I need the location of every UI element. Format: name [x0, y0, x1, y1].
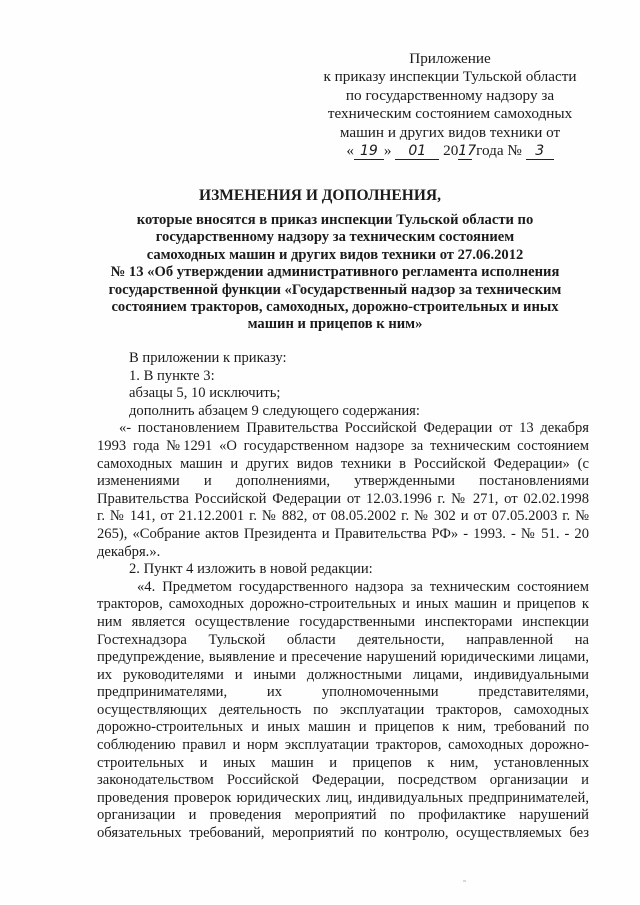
document-subtitle	[95, 212, 575, 334]
item-1-text: дополнить абзацем 9 следующего содержания:	[129, 402, 420, 419]
item-4-line: «4. Предметом государственного надзора за техническим состоянием	[137, 578, 589, 595]
subtitle-line: № 13 «Об утверждении административного регламента исполнения	[110, 264, 560, 281]
item-4-line: тракторов, самоходных дорожно-строительных и иных машин и прицепов к	[97, 596, 589, 613]
subtitle-line: самоходных машин и других видов техники от 27.06.2012	[146, 246, 524, 263]
subtitle-line: государственной функции «Государственный надзор за техническим	[108, 281, 562, 298]
item-4-line: строительных и иных машин и прицепов к ним, установленных	[97, 754, 589, 771]
item-4-line: проведения проверок юридических лиц, индивидуальных предпринимателей,	[97, 789, 589, 806]
item-4-line: дорожно-строительных и иных машин и прицепов к ним, требований по	[97, 719, 589, 736]
handwritten-month: 01	[395, 144, 439, 160]
quote-line: изменениями и дополнениями, утвержденными постановлениями	[97, 473, 589, 490]
date-close-quote: »	[383, 142, 392, 160]
appendix-line: к приказу инспекции Тульской области	[323, 68, 577, 86]
appendix-line: техническим состоянием самоходных	[327, 105, 573, 123]
item-4-line: ним является осуществление государственными инспекторами инспекции	[97, 613, 589, 630]
item-4-line: организации и проведения мероприятий по профилактике нарушений	[97, 807, 589, 824]
quote-line: 265), «Собрание актов Президента и Правительства РФ» - 1993. - № 51. - 20	[97, 525, 589, 542]
handwritten-year: 17	[458, 143, 477, 160]
quote-line: «- постановлением Правительства Российской Федерации от 13 декабря	[119, 420, 589, 437]
item-2-heading: 2. Пункт 4 изложить в новой редакции:	[129, 561, 373, 578]
quote-line: самоходных машин и других видов техники в Российской Федерации» (с	[97, 455, 589, 472]
quote-line: декабря.».	[97, 543, 161, 560]
item-4-line: их руководителями и иными должностными лицами, индивидуальными	[97, 666, 589, 683]
order-date-line	[300, 142, 600, 160]
appendix-line: машин и других видов техники от	[339, 123, 561, 141]
subtitle-line: которые вносятся в приказ инспекции Тульской области по	[136, 212, 534, 228]
item-4-line: законодательством Российской Федерации, посредством организации и	[97, 772, 589, 789]
item-4-line: обязательных требований, мероприятий по контролю, осуществляемых без	[97, 825, 589, 842]
appendix-line: Приложение	[409, 50, 491, 67]
subtitle-line: государственному надзору за техническим состоянием	[155, 229, 515, 246]
document-body	[97, 350, 589, 843]
year-prefix: 20	[443, 142, 459, 160]
handwritten-day: 19	[354, 144, 384, 160]
year-word: года №	[476, 142, 522, 160]
quote-line: Правительства Российской Федерации от 12.03.1996 г. № 271, от 02.02.1998	[97, 490, 589, 507]
item-1-text: абзацы 5, 10 исключить;	[129, 385, 281, 402]
subtitle-line: машин и прицепов к ним»	[247, 316, 423, 333]
item-4-line: предпринимателями, их уполномоченными представителями,	[97, 684, 589, 701]
item-4-line: предупреждение, выявление и пресечение нарушений юридическими лицами,	[97, 649, 589, 666]
intro-paragraph: В приложении к приказу:	[129, 350, 287, 366]
item-4-line: осуществляющих деятельность по эксплуатации тракторов, самоходных	[97, 701, 589, 718]
quote-line: г. № 141, от 21.12.2001 г. № 882, от 08.05.2002 г. № 302 и от 07.05.2003 г. №	[97, 508, 589, 525]
appendix-line: по государственному надзору за	[345, 86, 555, 104]
scan-speck	[463, 880, 466, 882]
subtitle-line: состоянием тракторов, самоходных, дорожно-строительных и иных	[111, 299, 559, 316]
appendix-header	[300, 50, 600, 160]
quote-line: 1993 года №1291 «О государственном надзоре за техническим состоянием	[97, 437, 589, 454]
handwritten-order-number: 3	[526, 144, 554, 160]
date-open-quote: «	[346, 142, 354, 160]
item-4-line: соблюдению правил и норм эксплуатации тракторов, самоходных дорожно-	[97, 737, 589, 754]
item-4-line: Гостехнадзора Тульской области деятельности, направленной на	[97, 631, 589, 648]
document-title: ИЗМЕНЕНИЯ И ДОПОЛНЕНИЯ,	[199, 187, 441, 204]
item-1-heading: 1. В пункте 3:	[129, 367, 215, 384]
